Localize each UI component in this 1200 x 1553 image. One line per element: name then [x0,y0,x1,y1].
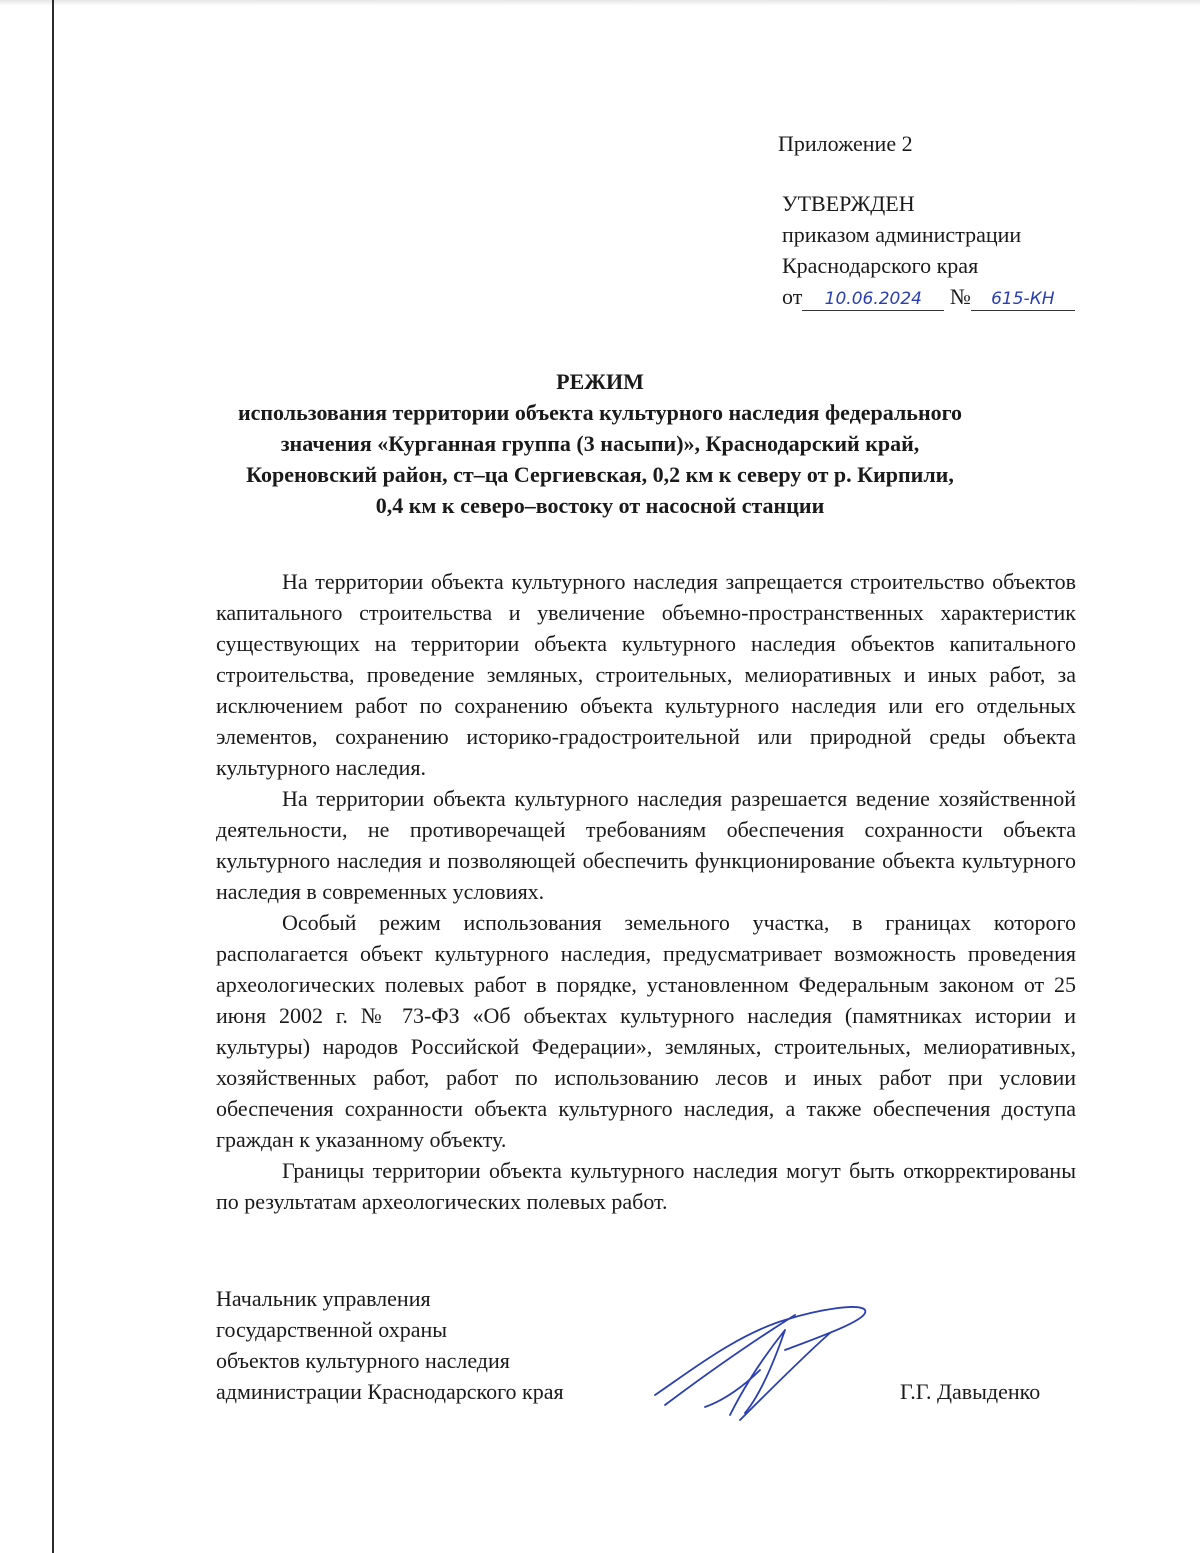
date-prefix: от [782,284,803,309]
title-line-2: значения «Курганная группа (3 насыпи)», Краснодарский край, [280,431,920,456]
position-line-1: Начальник управления [216,1286,431,1311]
handwritten-signature [645,1295,875,1425]
scan-top-edge [0,0,1200,6]
scan-left-edge [52,0,54,1553]
position-line-4: администрации Краснодарского края [216,1379,564,1404]
number-prefix: № [949,284,971,309]
document-title: РЕЖИМ [556,369,644,394]
document-title-block [200,366,1000,521]
body-paragraph-1: На территории объекта культурного наследия запрещается строительство объектов капитального строительства и увеличение объемно-пространственных характеристик существующих на территории объекта культурного наследия объектов капитального строительства, проведение земляных, строительных, мелиоративных и иных работ, за исключением работ по сохранению объекта культурного наследия или его отдельных элементов, сохранению историко-градостроительной или природной среды объекта культурного наследия. [216,569,1076,780]
signer-name: Г.Г. Давыденко [900,1379,1041,1404]
body-paragraph-4: Границы территории объекта культурного наследия могут быть откорректированы по результатам археологических полевых работ. [216,1158,1076,1214]
order-date-number-line [782,281,1138,312]
title-line-1: использования территории объекта культурного наследия федерального [237,400,963,425]
approved-by-line-2: Краснодарского края [782,253,979,278]
document-body [216,566,1076,1217]
body-paragraph-3: Особый режим использования земельного участка, в границах которого располагается объект культурного наследия, предусматривает возможность проведения археологических полевых работ в порядке, установленном Федеральным законом от 25 июня 2002 г. № 73-ФЗ «Об объектах культурного наследия (памятниках истории и культуры) народов Российской Федерации», земляных, строительных, мелиоративных, хозяйственных работ, работ по использованию лесов и иных работ при условии обеспечения сохранности объекта культурного наследия, а также обеспечения доступа граждан к указанному объекту. [216,910,1076,1152]
position-line-3: объектов культурного наследия [216,1348,510,1373]
body-paragraph-2: На территории объекта культурного наследия разрешается ведение хозяйственной деятельности, не противоречащей требованиям обеспечения сохранности объекта культурного наследия и позволяющей обеспечить функционирование объекта культурного наследия в современных условиях. [216,786,1076,904]
order-date-handwritten: 10.06.2024 [802,288,944,311]
position-line-2: государственной охраны [216,1317,448,1342]
approved-label: УТВЕРЖДЕН [782,191,915,216]
title-line-3: Кореновский район, ст–ца Сергиевская, 0,2 км к северу от р. Кирпили, [246,462,954,487]
order-number-handwritten: 615-КН [971,288,1075,311]
approval-stamp-block [778,128,1138,312]
appendix-label: Приложение 2 [778,131,913,156]
title-line-4: 0,4 км к северо–востоку от насосной станции [375,493,825,518]
signatory-position [216,1283,636,1407]
approved-by-line-1: приказом администрации [782,222,1022,247]
